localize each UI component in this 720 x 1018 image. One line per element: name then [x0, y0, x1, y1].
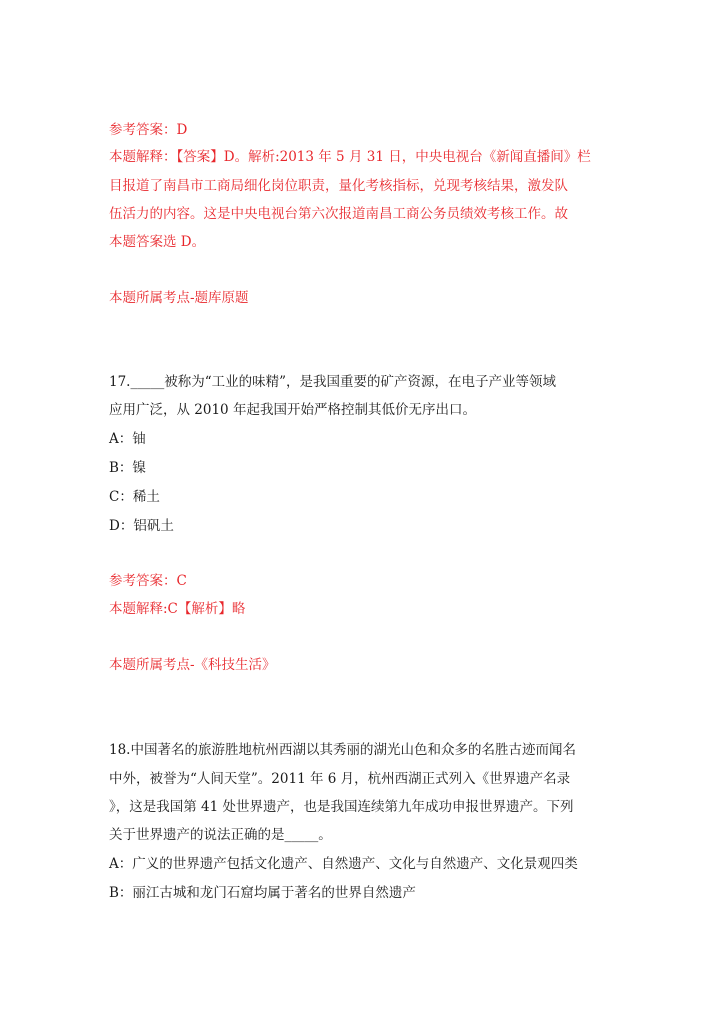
question-18-stem-line-3: 》，这是我国第 41 处世界遗产，也是我国连续第九年成功申报世界遗产。下列	[109, 799, 574, 815]
explanation-16-line-3: 伍活力的内容。这是中央电视台第六次报道南昌工商公务员绩效考核工作。故	[109, 206, 568, 222]
explanation-17: 本题解释:C【解析】略	[109, 601, 246, 617]
question-18-stem-line-4: 关于世界遗产的说法正确的是_____。	[109, 827, 332, 843]
topic-16: 本题所属考点-题库原题	[109, 290, 249, 306]
topic-17: 本题所属考点-《科技生活》	[109, 657, 276, 673]
question-17-option-b: B：镍	[109, 460, 146, 476]
question-18-option-a: A：广义的世界遗产包括文化遗产、自然遗产、文化与自然遗产、文化景观四类	[109, 856, 578, 872]
answer-16: 参考答案：D	[109, 122, 188, 138]
explanation-16-line-4: 本题答案选 D。	[109, 234, 206, 250]
explanation-16-line-2: 目报道了南昌市工商局细化岗位职责，量化考核指标，兑现考核结果，激发队	[109, 178, 568, 194]
question-18-stem-line-1: 18.中国著名的旅游胜地杭州西湖以其秀丽的湖光山色和众多的名胜古迹而闻名	[109, 742, 576, 758]
question-17-option-a: A：铀	[109, 431, 146, 447]
question-17-stem-line-2: 应用广泛，从 2010 年起我国开始严格控制其低价无序出口。	[109, 402, 476, 418]
question-18-option-b: B：丽江古城和龙门石窟均属于著名的世界自然遗产	[109, 885, 416, 901]
question-17-option-c: C：稀土	[109, 489, 160, 505]
explanation-16-line-1: 本题解释：【答案】D。解析:2013 年 5 月 31 日，中央电视台《新闻直播间》栏	[109, 149, 591, 165]
answer-17: 参考答案：C	[109, 573, 187, 589]
question-18-stem-line-2: 中外，被誉为“人间天堂”。2011 年 6 月，杭州西湖正式列入《世界遗产名录	[109, 771, 571, 787]
question-17-option-d: D：铝矾土	[109, 518, 174, 534]
question-17-stem-line-1: 17._____被称为“工业的味精”，是我国重要的矿产资源，在电子产业等领域	[109, 374, 557, 390]
